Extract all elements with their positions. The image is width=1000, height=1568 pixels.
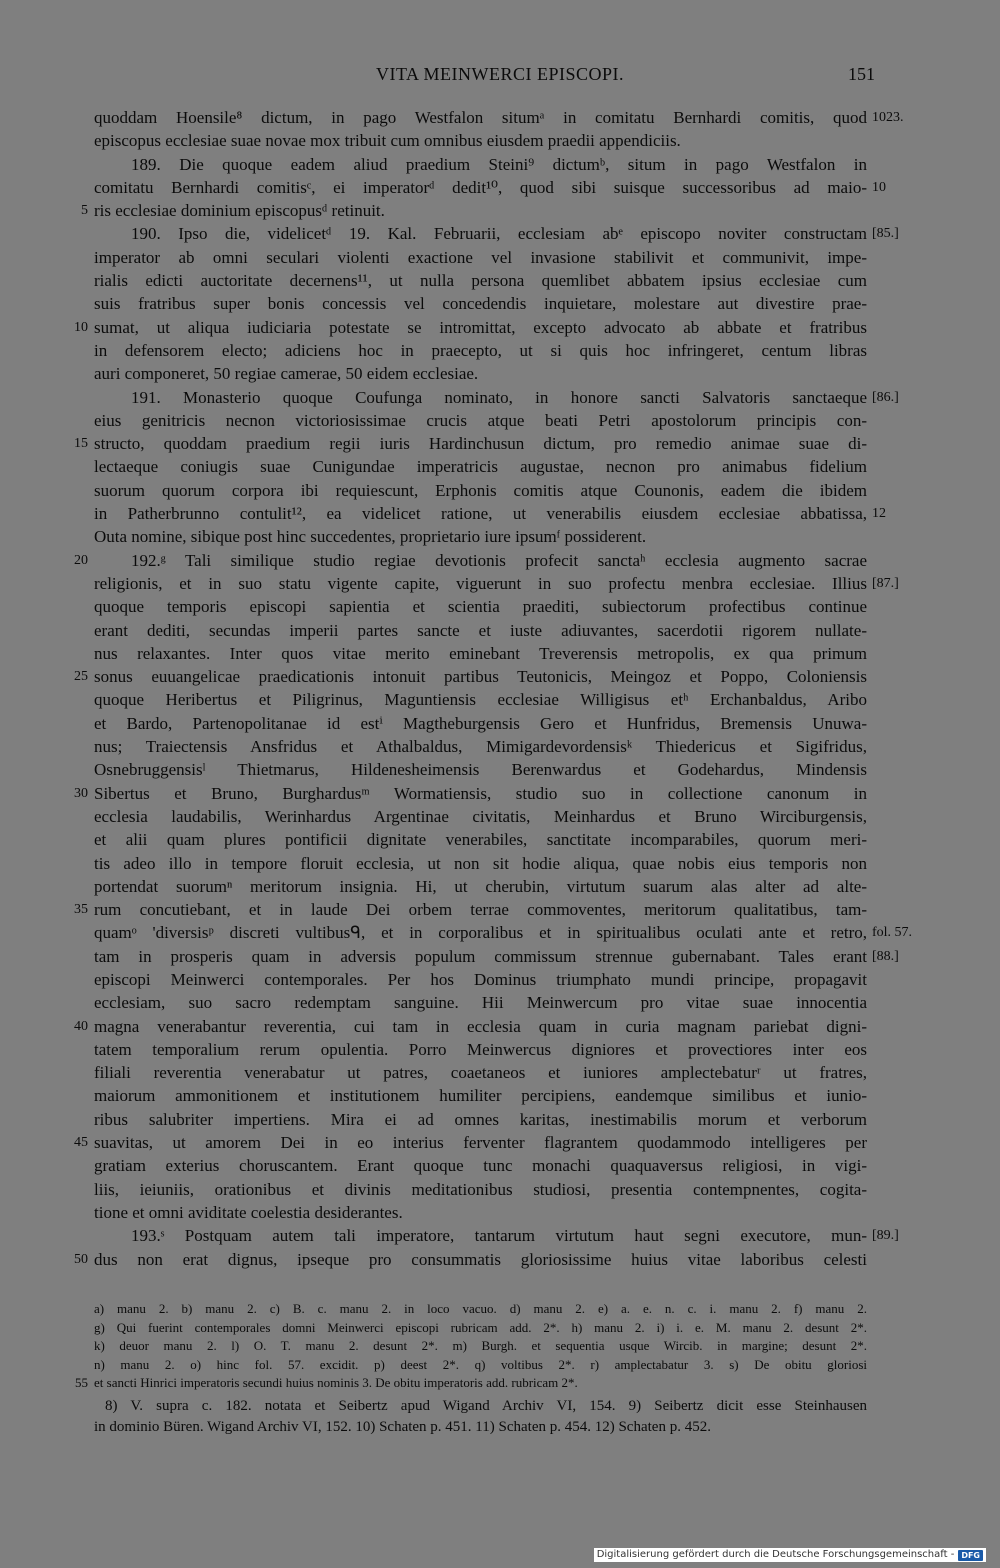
line-text: 192.ᵍ Tali similique studio regiae devotionis profecit sanctaʰ ecclesia augmento sacrae (131, 550, 867, 570)
line-number: 30 (74, 785, 88, 801)
line-line (0, 246, 1000, 269)
line-number: 55 (75, 1375, 88, 1390)
line-line (0, 805, 1000, 828)
line-line (0, 409, 1000, 432)
line-line (0, 502, 1000, 525)
line-line (0, 1038, 1000, 1061)
line-line (0, 362, 1000, 385)
line-line (0, 642, 1000, 665)
line-text: suorum quorum corpora ibi requiescunt, Erphonis comitis atque Counonis, eadem die ibidem (94, 480, 867, 500)
line-line (0, 898, 1000, 921)
line-text: quoddam Hoensile⁸ dictum, in pago Westfalon situmᵃ in comitatu Bernhardi comitis, quod (94, 108, 867, 127)
line-text: 8) V. supra c. 182. notata et Seibertz apud Wigand Archiv VI, 154. 9) Seibertz dicit esse Steinhausen (105, 1398, 867, 1414)
line-text: 189. Die quoque eadem aliud praedium Steini⁹ dictumᵇ, situm in pago Westfalon in (131, 154, 867, 174)
line-line (0, 386, 1000, 409)
running-title: VITA MEINWERCI EPISCOPI. (375, 64, 625, 84)
line-text: tis adeo illo in tempore floruit ecclesia, ut non sit hodie aliqua, quae nobis eius temporis non (94, 853, 867, 873)
line-text: sonus euuangelicae praedicationis intonuit partibus Teutonicis, Meingoz et Poppo, Coloniensis (94, 667, 867, 687)
line-text: episcopus ecclesiae suae novae mox tribuit cum omnibus eiusdem praedii appendiciis. (94, 131, 681, 151)
line-line (0, 153, 1000, 176)
line-line (0, 828, 1000, 851)
line-line (0, 199, 1000, 222)
line-text: Sibertus et Bruno, Burghardusᵐ Wormatiensis, studio suo in collectione canonum in (94, 783, 867, 803)
line-number: 15 (74, 436, 88, 452)
line-text: a) manu 2. b) manu 2. c) B. c. manu 2. in loco vacuo. d) manu 2. e) a. e. n. c. i. manu 2. f) manu 2. (94, 1301, 867, 1316)
line-text: Osnebruggensisˡ Thietmarus, Hildenesheimensis Berenwardus et Godehardus, Mindensis (94, 760, 867, 780)
line-line (0, 176, 1000, 199)
fline-line (0, 1319, 1000, 1338)
line-text: ecclesia laudabilis, Werinhardus Argentinae civitatis, Meinhardus et Bruno Wirciburgensis, (94, 806, 867, 826)
line-line (0, 1061, 1000, 1084)
line-text: nus; Traiectensis Ansfridus et Athalbaldus, Mimigardevordensisᵏ Thiedericus et Sigifridus, (94, 737, 867, 757)
line-line (0, 106, 1000, 129)
line-line (0, 549, 1000, 572)
line-line (0, 735, 1000, 758)
line-text: et Bardo, Partenopolitanae id estⁱ Magtheburgensis Gero et Hunfridus, Bremensis Unuwa- (94, 713, 867, 733)
digitization-credit (594, 1548, 986, 1562)
line-line (0, 595, 1000, 618)
line-line (0, 1131, 1000, 1154)
fline-line (0, 1300, 1000, 1319)
line-text: suavitas, ut amorem Dei in eo interius ferventer flagrantem quodammodo intelligeres per (94, 1133, 867, 1153)
line-line (0, 852, 1000, 875)
line-number: 35 (74, 902, 88, 918)
line-text: k) deuor manu 2. l) O. T. manu 2. desunt 2*. m) Burgh. et sequentia usque Wircib. in margine; desunt 2*. (94, 1338, 867, 1353)
line-text: religionis, et in suo statu vigente capite, viguerunt in suo profectu menbra ecclesiae. Illius (94, 573, 867, 593)
line-number: 20 (74, 552, 88, 568)
line-text: rum concutiebant, et in laude Dei orbem terrae commoventes, meritorum qualitatibus, tam- (94, 900, 867, 920)
line-text: tione et omni aviditate coelestia desiderantes. (94, 1202, 403, 1222)
margin-note: [88.] (872, 948, 899, 964)
line-line (0, 875, 1000, 898)
line-text: portendat suorumⁿ meritorum insignia. Hi, ut cherubin, virtutum suarum alas alter ad alte- (94, 876, 867, 896)
line-line (0, 1201, 1000, 1224)
line-text: quoque temporis episcopi sapientia et scientia praediti, subiectorum profectibus continue (94, 597, 867, 617)
margin-note: 10 (872, 179, 886, 195)
page-number: 151 (848, 64, 875, 84)
line-text: quoque Heribertus et Piligrinus, Maguntiensis ecclesiae Willigisus etʰ Erchanbaldus, Aribo (94, 690, 867, 710)
margin-note: [87.] (872, 575, 899, 591)
line-line (0, 1015, 1000, 1038)
margin-note: [85.] (872, 226, 899, 242)
line-line (0, 222, 1000, 245)
line-line (0, 665, 1000, 688)
line-line (0, 525, 1000, 548)
line-line (0, 316, 1000, 339)
line-text: nus relaxantes. Inter quos vitae merito eminebant Treverensis metropolis, ex qua primum (94, 643, 867, 663)
line-line (0, 572, 1000, 595)
credit-text: Digitalisierung gefördert durch die Deutsche Forschungsgemeinschaft - (596, 1549, 955, 1560)
line-text: liis, ieiuniis, orationibus et divinis meditationibus studiosi, presentia contempnentes, cogita- (94, 1179, 867, 1199)
line-number: 40 (74, 1018, 88, 1034)
line-line (0, 479, 1000, 502)
line-number: 5 (81, 203, 88, 219)
page-header (0, 64, 1000, 94)
line-line (0, 1154, 1000, 1177)
line-number: 25 (74, 669, 88, 685)
line-text: auri componeret, 50 regiae camerae, 50 eidem ecclesiae. (94, 364, 479, 384)
line-line (0, 1178, 1000, 1201)
line-line (0, 921, 1000, 944)
margin-note: [89.] (872, 1228, 899, 1244)
line-line (0, 945, 1000, 968)
line-line (0, 129, 1000, 152)
line-text: ribus salubriter impertiens. Mira ei ad omnes karitas, inestimabilis morum et verborum (94, 1109, 867, 1129)
line-text: gratiam exterius choruscantem. Erant quoque tunc monachi quaquaversus religiosi, in vigi- (94, 1156, 867, 1176)
line-text: dus non erat dignus, ipseque pro consummatis gloriosissime huius vitae laboribus celesti (94, 1249, 867, 1269)
line-text: rialis edicti auctoritate decernens¹¹, ut nulla persona quemlibet abbatem ipsius ecclesiae cum (94, 271, 867, 291)
line-text: suis fratribus super bonis concessis vel concedendis inquietare, molestare aut divestire prae- (94, 294, 867, 314)
line-line (0, 269, 1000, 292)
line-line (0, 619, 1000, 642)
margin-note: fol. 57. (872, 925, 913, 941)
line-text: structo, quoddam praedium regii iuris Hardinchusun dictum, pro remedio animae suae di- (94, 434, 867, 454)
line-text: 193.ˢ Postquam autem tali imperatore, tantarum virtutum haut segni executore, mun- (131, 1226, 867, 1246)
footnotes (0, 1396, 1000, 1438)
line-line (0, 1224, 1000, 1247)
line-text: et alii quam plures pontificii dignitate venerabiles, sanctitate incomparabiles, quorum meri- (94, 830, 867, 850)
line-text: et sancti Hinrici imperatoris secundi huius nominis 3. De obitu imperatoris add. rubricam 2*. (94, 1375, 578, 1390)
line-text: in dominio Büren. Wigand Archiv VI, 152. 10) Schaten p. 451. 11) Schaten p. 454. 12) Schaten p. 452. (94, 1419, 711, 1435)
line-text: in Patherbrunno contulit¹², ea videlicet ratione, ut venerabilis eiusdem ecclesiae abbatissa, (94, 504, 867, 524)
line-line (0, 1084, 1000, 1107)
margin-note: 12 (872, 506, 886, 522)
line-text: 191. Monasterio quoque Coufunga nominato, in honore sancti Salvatoris sanctaeque (131, 387, 867, 407)
line-text: eius genitricis necnon victoriosissimae crucis atque beati Petri apostolorum principis con- (94, 410, 867, 430)
fline-line (0, 1374, 1000, 1393)
line-text: tatem temporalium rerum opulentia. Porro Meinwercus digniores et provectiores inter eos (94, 1039, 867, 1059)
line-line (0, 712, 1000, 735)
line-text: lectaeque coniugis suae Cunigundae imperatricis augustae, necnon pro animabus fidelium (94, 457, 867, 477)
line-text: g) Qui fuerint contemporales domni Meinwerci episcopi rubricam add. 2*. h) manu 2. i) i. e. M. manu 2. desunt 2*. (94, 1319, 867, 1335)
line-text: comitatu Bernhardi comitisᶜ, ei imperatorᵈ dedit¹⁰, quod sibi suisque successoribus ad maio- (94, 177, 867, 197)
line-text: maiorum ammonitionem et institutionem humiliter percipiens, eandemque similibus et iunio- (94, 1086, 867, 1106)
line-text: imperator ab omni seculari violenti exactione vel invasione stabilivit et communivit, impe- (94, 247, 867, 267)
margin-note: [86.] (872, 389, 899, 405)
line-line (0, 968, 1000, 991)
line-number: 45 (74, 1135, 88, 1151)
dfg-logo: DFG (958, 1550, 983, 1561)
line-line (0, 1248, 1000, 1271)
line-text: magna venerabantur reverentia, cui tam in ecclesia quam in curia magnam pariebat digni- (94, 1016, 867, 1036)
line-line (0, 688, 1000, 711)
main-text (0, 106, 1000, 1271)
line-line (0, 432, 1000, 455)
line-line (0, 455, 1000, 478)
critical-apparatus (0, 1300, 1000, 1393)
line-text: 190. Ipso die, videlicetᵈ 19. Kal. Februarii, ecclesiam abᵉ episcopo noviter constructam (131, 224, 867, 244)
line-number: 50 (74, 1251, 88, 1267)
fline-line (0, 1337, 1000, 1356)
line-text: tam in prosperis quam in adversis populum commissum strennue gubernabant. Tales erant (94, 946, 867, 966)
margin-note: 1023. (872, 110, 904, 125)
line-text: quamᵒ 'diversisᵖ discreti vultibusᑫ, et in corporalibus et in spiritualibus oculati ante et retro, (94, 923, 867, 943)
nline-line (0, 1417, 1000, 1438)
line-line (0, 758, 1000, 781)
nline-line (0, 1396, 1000, 1417)
line-text: ris ecclesiae dominium episcopusᵈ retinuit. (94, 201, 385, 221)
line-text: ecclesiam, suo sacro redemptam sanguine. Hii Meinwercum pro vitae suae innocentia (94, 993, 867, 1013)
line-line (0, 782, 1000, 805)
line-text: Outa nomine, sibique post hinc succedentes, proprietario iure ipsumᶠ possiderent. (94, 527, 647, 547)
line-text: episcopi Meinwerci contemporales. Per hos Dominus triumphato mundi principe, propagavit (94, 969, 867, 989)
fline-line (0, 1356, 1000, 1375)
line-number: 10 (74, 319, 88, 335)
line-text: in defensorem electo; adiciens hoc in praecepto, ut si quis hoc infringeret, centum libras (94, 340, 867, 360)
line-text: erant dediti, secundas imperii partes sancte et iuste adiuvantes, sacerdotii rigorem nullate- (94, 620, 867, 640)
line-text: filiali reverentia venerabatur ut patres, coaetaneos et iuniores amplectebaturʳ ut fratres, (94, 1063, 867, 1083)
line-line (0, 339, 1000, 362)
line-line (0, 1108, 1000, 1131)
line-text: sumat, ut aliqua iudiciaria potestate se intromittat, excepto advocato ab abbate et fratribus (94, 317, 867, 337)
line-line (0, 292, 1000, 315)
line-text: n) manu 2. o) hinc fol. 57. excidit. p) deest 2*. q) voltibus 2*. r) amplectabatur 3. s) De obitu gloriosi (94, 1356, 867, 1372)
line-line (0, 991, 1000, 1014)
